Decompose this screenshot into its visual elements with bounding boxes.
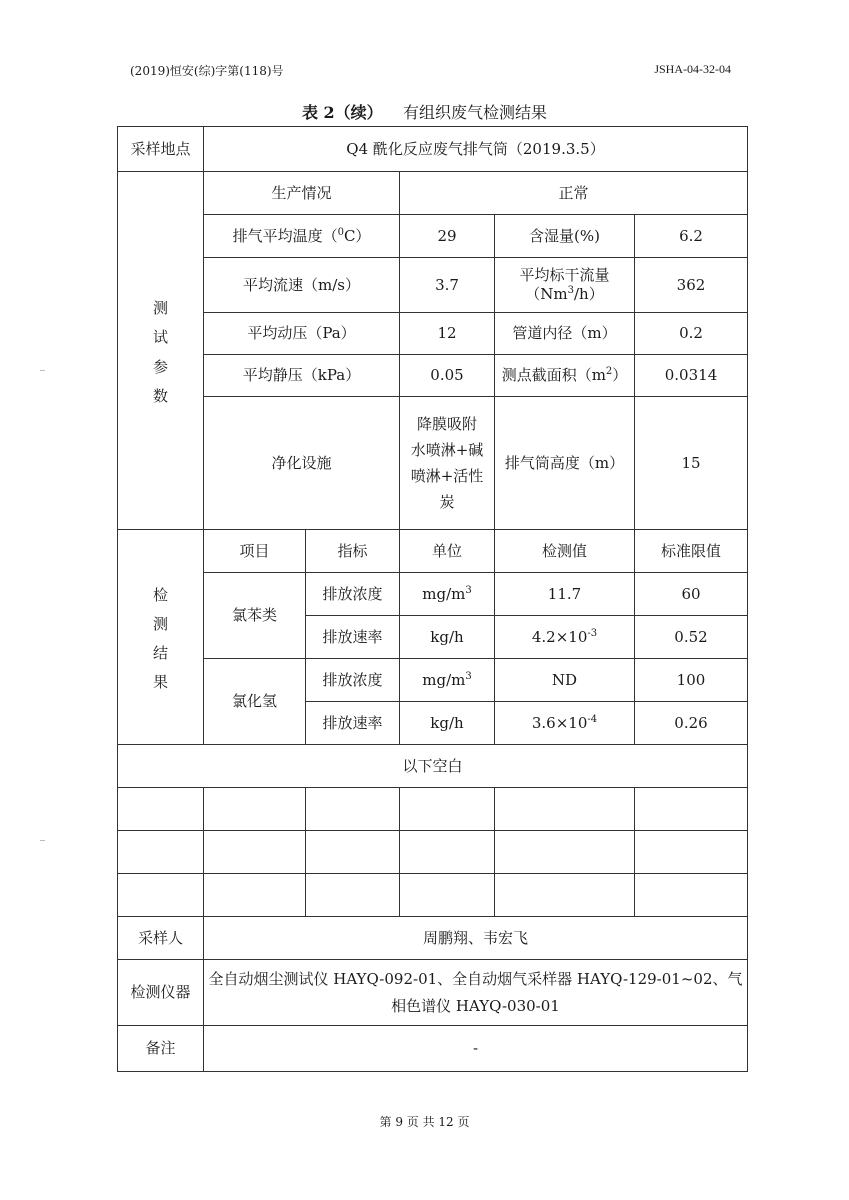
- limit-value: 100: [635, 659, 748, 702]
- pollutant-name: 氯化氢: [204, 659, 306, 745]
- stack-height-label: 排气筒高度（m）: [495, 397, 635, 530]
- production-label: 生产情况: [204, 172, 400, 215]
- moisture-label: 含湿量(%): [495, 215, 635, 258]
- indicator: 排放速率: [306, 702, 400, 745]
- table-row: [118, 258, 748, 313]
- sampling-location-label: 采样地点: [118, 127, 204, 172]
- table-row: [118, 745, 748, 788]
- moisture-value: 6.2: [635, 215, 748, 258]
- col-header: 指标: [306, 530, 400, 573]
- test-params-group-label: 测 试 参 数: [118, 172, 204, 530]
- page-number: 第 9 页 共 12 页: [379, 1115, 470, 1129]
- table-row: [118, 397, 748, 530]
- pollutant-name: 氯苯类: [204, 573, 306, 659]
- dyn-pressure-label: 平均动压（Pa）: [204, 313, 400, 355]
- limit-value: 0.26: [635, 702, 748, 745]
- instruments-label: 检测仪器: [118, 960, 204, 1026]
- table-row: [118, 1026, 748, 1072]
- avg-temp-value: 29: [400, 215, 495, 258]
- limit-value: 60: [635, 573, 748, 616]
- form-code: JSHA-04-32-04: [654, 62, 731, 76]
- table-row: [118, 530, 748, 573]
- empty-row: [118, 831, 748, 874]
- binding-mark: [40, 370, 45, 371]
- col-header: 检测值: [495, 530, 635, 573]
- col-header: 单位: [400, 530, 495, 573]
- report-number: (2019)恒安(综)字第(118)号: [130, 64, 284, 78]
- table-title: [0, 100, 849, 123]
- remarks-value: -: [204, 1026, 748, 1072]
- duct-diameter-label: 管道内径（m）: [495, 313, 635, 355]
- unit: kg/h: [400, 616, 495, 659]
- static-pressure-value: 0.05: [400, 355, 495, 397]
- unit: $mg/m^3$: [400, 573, 495, 616]
- exhaust-gas-results-table: [117, 126, 748, 1072]
- sampler-value: 周鹏翔、韦宏飞: [204, 917, 748, 960]
- std-dry-flow-value: 362: [635, 258, 748, 313]
- production-value: 正常: [400, 172, 748, 215]
- table-row: [118, 172, 748, 215]
- table-number: 表 2（续）: [301, 103, 383, 122]
- stack-height-value: 15: [635, 397, 748, 530]
- avg-velocity-label: 平均流速（m/s）: [204, 258, 400, 313]
- table-row: [118, 355, 748, 397]
- table-row: [118, 917, 748, 960]
- measured-value: $3.6\times 10^{-4}$: [495, 702, 635, 745]
- blank-below-note: 以下空白: [118, 745, 748, 788]
- table-row: [118, 215, 748, 258]
- purification-label: 净化设施: [204, 397, 400, 530]
- dyn-pressure-value: 12: [400, 313, 495, 355]
- purification-value: 降膜吸附 水喷淋+碱 喷淋+活性 炭: [400, 397, 495, 530]
- avg-velocity-value: 3.7: [400, 258, 495, 313]
- col-header: 标准限值: [635, 530, 748, 573]
- empty-row: [118, 874, 748, 917]
- results-group-label: 检 测 结 果: [118, 530, 204, 745]
- indicator: 排放速率: [306, 616, 400, 659]
- instruments-value: 全自动烟尘测试仪 HAYQ-092-01、全自动烟气采样器 HAYQ-129-01~02、气相色谱仪 HAYQ-030-01: [204, 960, 748, 1026]
- table-row: [118, 659, 748, 702]
- sampling-location-value: Q4 酰化反应废气排气筒（2019.3.5）: [204, 127, 748, 172]
- empty-row: [118, 788, 748, 831]
- duct-diameter-value: 0.2: [635, 313, 748, 355]
- table-row: [118, 127, 748, 172]
- indicator: 排放浓度: [306, 573, 400, 616]
- std-dry-flow-label: 平均标干流量 （Nm$^3$/h）: [495, 258, 635, 313]
- unit: $mg/m^3$: [400, 659, 495, 702]
- measured-value: $4.2\times 10^{-3}$: [495, 616, 635, 659]
- measured-value: 11.7: [495, 573, 635, 616]
- sampler-label: 采样人: [118, 917, 204, 960]
- col-header: 项目: [204, 530, 306, 573]
- table-row: [118, 573, 748, 616]
- avg-temp-label: 排气平均温度（$^0$C）: [204, 215, 400, 258]
- unit: kg/h: [400, 702, 495, 745]
- indicator: 排放浓度: [306, 659, 400, 702]
- static-pressure-label: 平均静压（kPa）: [204, 355, 400, 397]
- remarks-label: 备注: [118, 1026, 204, 1072]
- binding-mark: [40, 840, 45, 841]
- table-name: 有组织废气检测结果: [403, 103, 548, 122]
- section-area-label: 测点截面积$(m^2)$: [495, 355, 635, 397]
- section-area-value: 0.0314: [635, 355, 748, 397]
- table-row: [118, 960, 748, 1026]
- measured-value: ND: [495, 659, 635, 702]
- limit-value: 0.52: [635, 616, 748, 659]
- table-row: [118, 313, 748, 355]
